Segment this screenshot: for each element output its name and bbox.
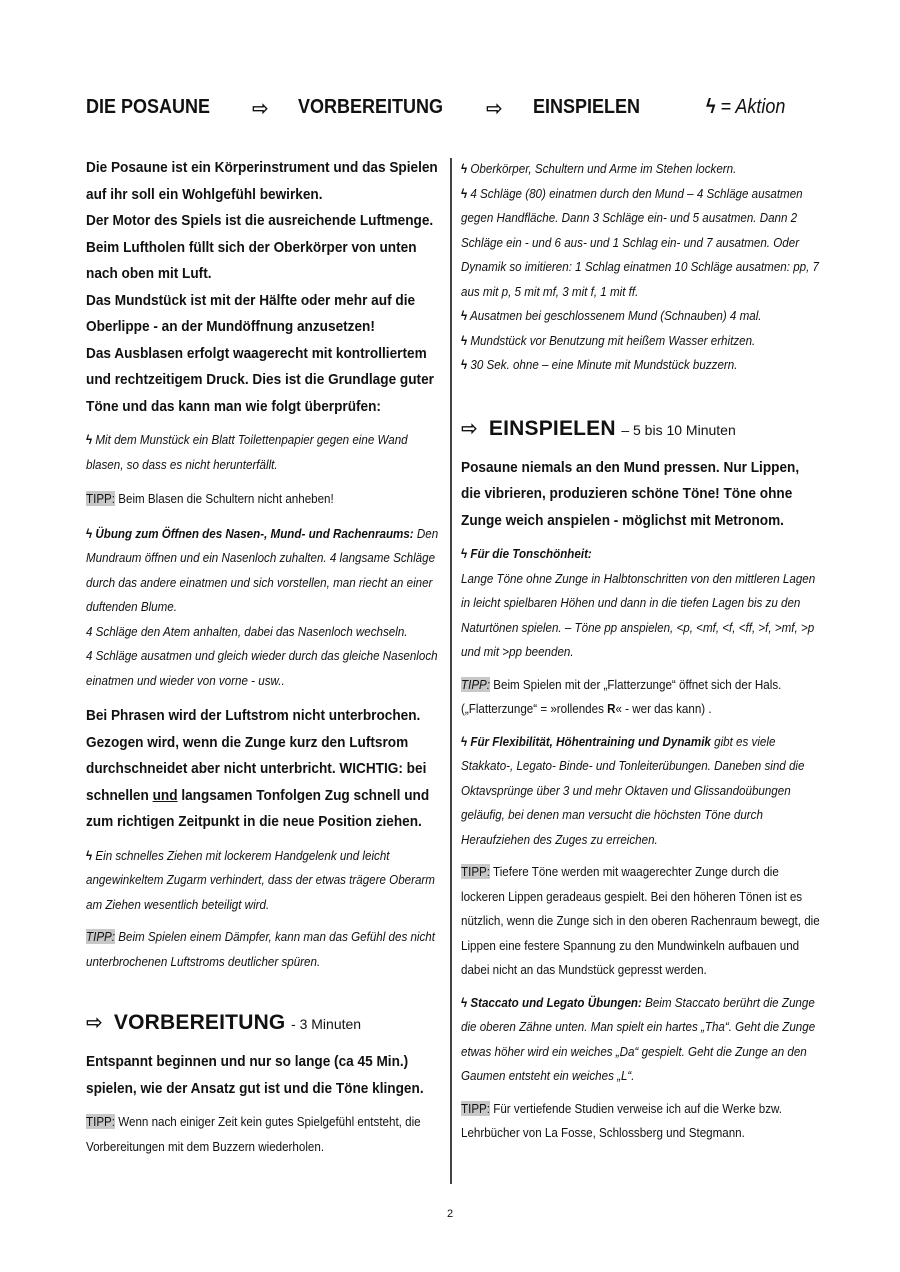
action-text: Den Mundraum öffnen und ein Nasenloch zuhalten. 4 langsame Schläge durch das andere einatmen und sich vorstellen, man riecht an einer duftenden Blume. xyxy=(86,525,439,614)
phrasing-text xyxy=(86,703,445,836)
header-title-posaune: DIE POSAUNE xyxy=(86,96,211,118)
action-text: Beim Staccato berührt die Zunge die oberen Zähne unten. Man spielt ein hartes „Tha“. Geht die Zunge etwas höher wird ein weiches „Da“ gespielt. Geht die Zunge an den Gaumen entsteht ein weiches „L“. xyxy=(461,994,816,1083)
action-item xyxy=(86,844,447,918)
tip-text: Tiefere Töne werden mit waagerechter Zunge durch die lockeren Lippen geradeaus gespielt. Bei den höheren Tönen ist es nützlich, wenn die Zunge sich in den oberen Rachenraum bewegt, die Lippen eine festere Spannung zu den Mundwinkeln aufbauen und dabei nicht an das Mundstück gepresst werden. xyxy=(461,864,820,977)
tip-label: TIPP: xyxy=(461,676,491,692)
lightning-icon: ϟ xyxy=(461,546,468,561)
action-title: Übung zum Öffnen des Nasen-, Mund- und Rachenraums: xyxy=(95,525,414,541)
page-header xyxy=(86,96,806,126)
tip-box xyxy=(86,1110,447,1159)
phrasing-underlined: und xyxy=(152,787,178,804)
action-title: Für die Tonschönheit: xyxy=(470,546,592,561)
tip-box xyxy=(86,925,447,974)
tip-text-bold: R xyxy=(607,701,616,716)
action-item xyxy=(86,428,447,477)
action-text: Lange Töne ohne Zunge in Halbtonschritten von den mittleren Lagen in leicht spielbaren Höhen und dann in die tiefen Lagen bis zu den Naturtönen spielen. – Töne pp anspielen, <p, <mf, <f, <ff, >f, >mf, >p und mit >pp beenden. xyxy=(461,570,816,659)
header-title-vorbereitung: VORBEREITUNG xyxy=(298,96,444,118)
prep-text: Entspannt beginnen und nur so lange (ca 45 Min.) spielen, wie der Ansatz gut ist und die Töne klingen. xyxy=(86,1054,424,1097)
page-number: 2 xyxy=(446,1208,454,1220)
action-item xyxy=(461,542,822,665)
action-title: Für Flexibilität, Höhentraining und Dynamik xyxy=(470,733,711,749)
action-item xyxy=(461,730,822,853)
lightning-icon: ϟ xyxy=(706,96,716,118)
intro-paragraph: Das Mundstück ist mit der Hälfte oder mehr auf die Oberlippe - an der Mundöffnung anzusetzen! xyxy=(86,292,416,335)
left-column xyxy=(86,155,442,1159)
action-item xyxy=(86,522,447,694)
tip-label: TIPP: xyxy=(461,1100,491,1116)
arrow-right-icon: ⇨ xyxy=(86,1012,103,1034)
intro-paragraph: Der Motor des Spiels ist die ausreichende Luftmenge. Beim Luftholen füllt sich der Oberkörper von unten nach oben mit Luft. xyxy=(86,213,434,282)
tip-text: Beim Blasen die Schultern nicht anheben! xyxy=(118,491,334,506)
intro-text xyxy=(86,155,445,420)
phrasing-part: langsamen Tonfolgen Zug schnell und zum richtigen Zeitpunkt in die neue Position ziehen. xyxy=(86,787,430,830)
arrow-right-icon: ⇨ xyxy=(486,98,503,120)
lightning-icon: ϟ xyxy=(86,847,93,863)
lightning-icon: ϟ xyxy=(461,357,468,372)
action-text: 4 Schläge (80) einatmen durch den Mund – 4 Schläge ausatmen gegen Handfläche. Dann 3 Schläge ein- und 5 ausatmen. Dann 2 Schläge ein - und 6 aus- und 1 Schlag ein- und 7 ausatmen. Oder Dynamik so imitieren: 1 Schlag einatmen 10 Schläge ausatmen: pp, 7 aus mit p, 5 mit mf, 3 mit f, 1 mit ff. xyxy=(461,185,820,299)
intro-paragraph: Das Ausblasen erfolgt waagerecht mit kontrolliertem und rechtzeitigem Druck. Dies ist die Grundlage guter Töne und das kann man wie folgt überprüfen: xyxy=(86,345,434,415)
lightning-icon: ϟ xyxy=(461,994,468,1010)
section-heading-einspielen xyxy=(461,416,817,441)
tip-box xyxy=(461,673,822,722)
lightning-icon: ϟ xyxy=(86,525,93,541)
section-duration: – 5 bis 10 Minuten xyxy=(621,421,736,438)
tip-text-part: Beim Spielen mit der „Flatterzunge“ öffnet sich der Hals. („Flatterzunge“ = »rollendes xyxy=(461,676,782,716)
lightning-icon: ϟ xyxy=(461,308,468,323)
action-item xyxy=(461,182,822,305)
column-divider xyxy=(450,158,452,1184)
einspielen-intro: Posaune niemals an den Mund pressen. Nur Lippen, die vibrieren, produzieren schöne Töne! Töne ohne Zunge weich anspielen - möglichst mit Metronom. xyxy=(461,459,800,529)
tip-label: TIPP: xyxy=(86,929,116,944)
tip-text-part: « - wer das kann) . xyxy=(615,701,712,716)
action-text: 4 Schläge den Atem anhalten, dabei das Nasenloch wechseln. xyxy=(86,623,408,639)
action-text: Mit dem Munstück ein Blatt Toilettenpapier gegen eine Wand blasen, so dass es nicht herunterfällt. xyxy=(86,432,408,472)
right-column xyxy=(461,157,820,1146)
tip-text: Wenn nach einiger Zeit kein gutes Spielgefühl entsteht, die Vorbereitungen mit dem Buzzern wiederholen. xyxy=(86,1114,421,1154)
action-item xyxy=(461,304,822,329)
header-action-legend xyxy=(706,96,785,119)
tip-label: TIPP: xyxy=(86,491,116,506)
action-item xyxy=(461,329,822,354)
section-title: EINSPIELEN xyxy=(488,416,616,440)
tip-text: Für vertiefende Studien verweise ich auf die Werke bzw. Lehrbücher von La Fosse, Schlossberg und Stegmann. xyxy=(461,1100,783,1140)
action-item xyxy=(461,353,822,378)
tip-text: Beim Spielen einem Dämpfer, kann man das Gefühl des nicht unterbrochenen Luftstroms deutlicher spüren. xyxy=(86,929,435,969)
lightning-icon: ϟ xyxy=(461,733,468,749)
phrasing-part: Bei Phrasen wird der Luftstrom nicht unterbrochen. Gezogen wird, wenn die Zunge kurz den Luftsrom durchschneidet aber nicht unterbricht. WICHTIG: bei schnellen xyxy=(86,708,427,804)
tip-box xyxy=(461,1097,822,1146)
lightning-icon: ϟ xyxy=(461,332,468,348)
action-item xyxy=(461,157,822,182)
lightning-icon: ϟ xyxy=(86,432,93,447)
action-text: Ein schnelles Ziehen mit lockerem Handgelenk und leicht angewinkeltem Zugarm verhindert, dass der etwas trägere Oberarm am Ziehen wesentlich beteiligt wird. xyxy=(86,847,435,912)
tip-label: TIPP: xyxy=(86,1114,116,1129)
intro-paragraph: Die Posaune ist ein Körperinstrument und das Spielen auf ihr soll ein Wohlgefühl bewirken. xyxy=(86,160,438,203)
tip-label: TIPP: xyxy=(461,864,491,879)
header-title-einspielen: EINSPIELEN xyxy=(533,96,641,118)
action-item xyxy=(461,991,822,1089)
tip-box xyxy=(461,860,822,983)
action-text: Oberkörper, Schultern und Arme im Stehen lockern. xyxy=(470,161,737,176)
section-heading-vorbereitung xyxy=(86,1010,442,1035)
action-text: 4 Schläge ausatmen und gleich wieder durch das gleiche Nasenloch einatmen und wieder von vorne - usw.. xyxy=(86,648,438,688)
section-duration: - 3 Minuten xyxy=(291,1016,362,1032)
action-text: 30 Sek. ohne – eine Minute mit Mundstück buzzern. xyxy=(470,357,738,372)
action-text: Mundstück vor Benutzung mit heißem Wasser erhitzen. xyxy=(470,332,756,348)
tip-box xyxy=(86,487,447,512)
lightning-icon: ϟ xyxy=(461,161,468,176)
section-title: VORBEREITUNG xyxy=(113,1011,286,1034)
action-title: Staccato und Legato Übungen: xyxy=(470,994,642,1010)
arrow-right-icon: ⇨ xyxy=(252,98,269,120)
tip-text xyxy=(461,677,781,717)
action-text: gibt es viele Stakkato-, Legato- Binde- und Tonleiterübungen. Daneben sind die Oktavsprünge über 3 und mehr Oktaven und Glissandoübungen geläufig, bei denen man versucht die höchsten Töne durch Heraufziehen des Zuges zu erreichen. xyxy=(461,733,805,847)
action-legend-label: = Aktion xyxy=(720,96,786,118)
arrow-right-icon: ⇨ xyxy=(461,417,478,440)
action-text: Ausatmen bei geschlossenem Mund (Schnauben) 4 mal. xyxy=(469,308,762,323)
lightning-icon: ϟ xyxy=(461,185,468,201)
